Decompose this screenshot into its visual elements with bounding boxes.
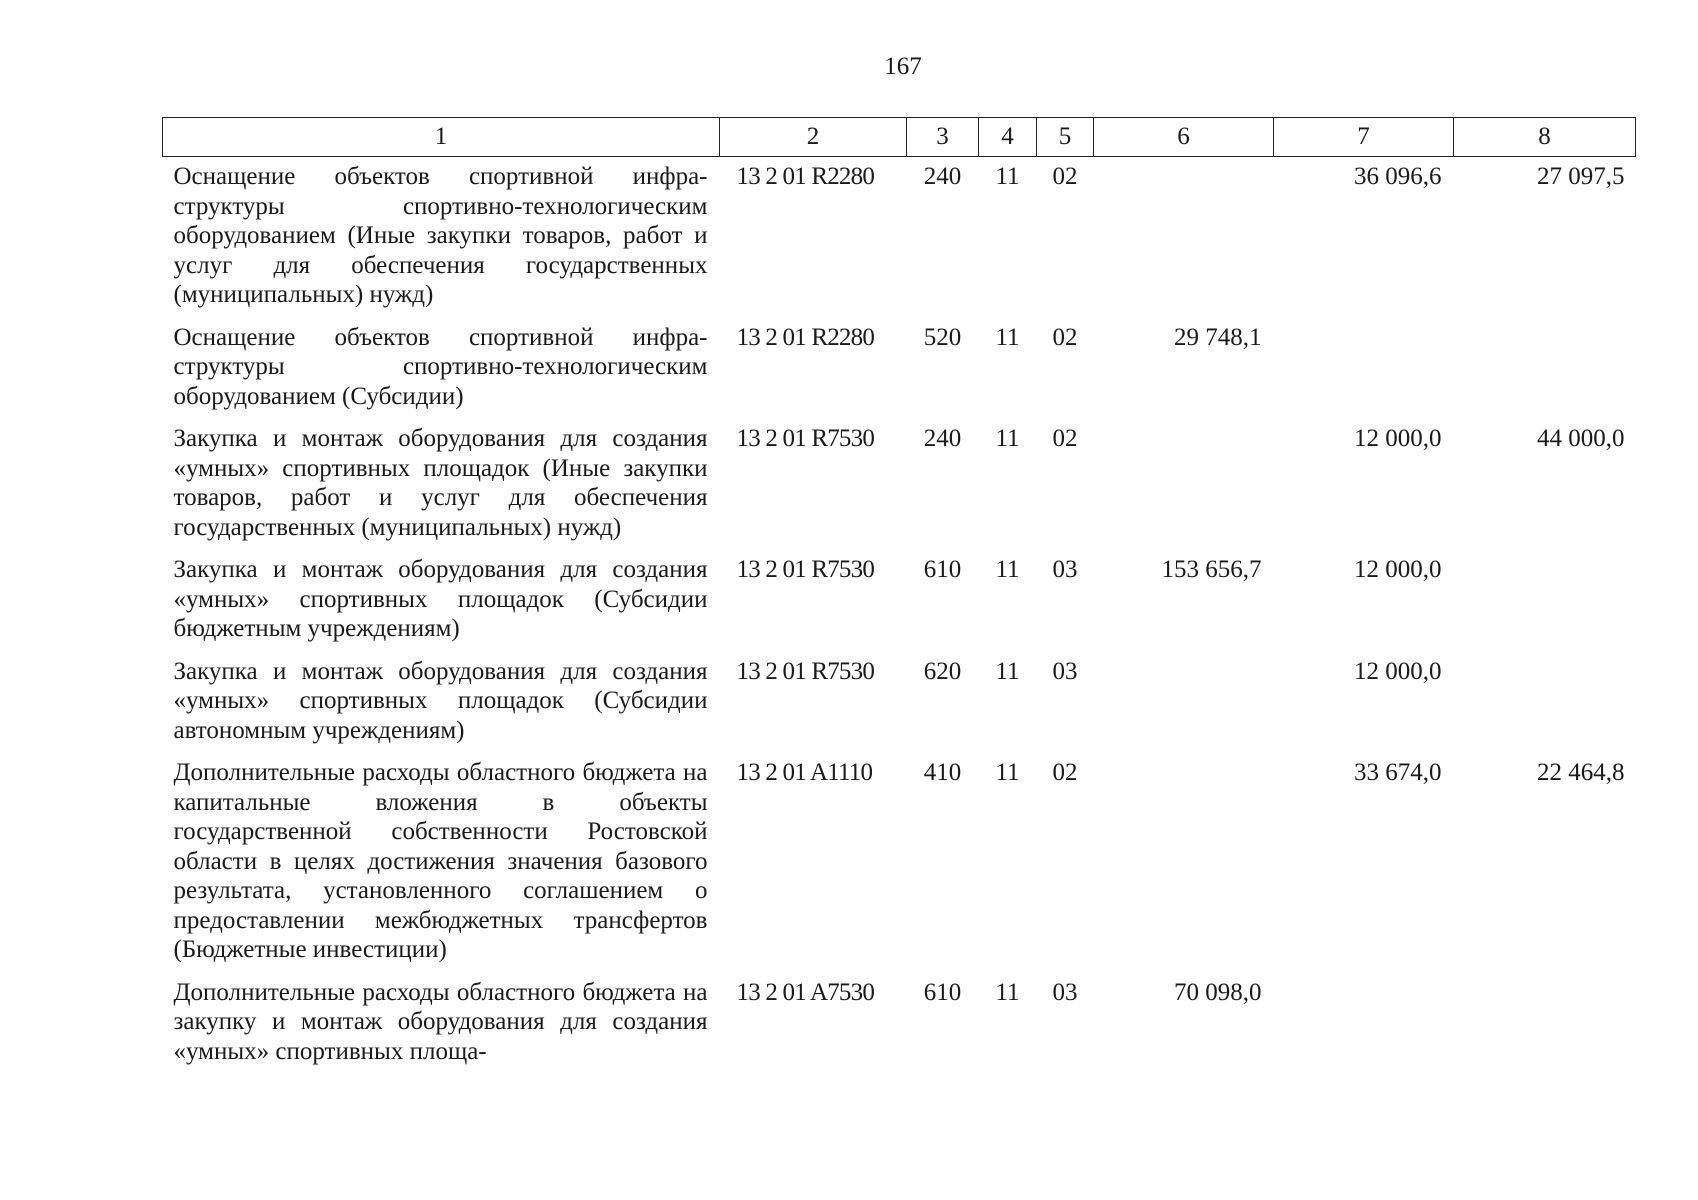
expense-name: Закупка и монтаж оборудования для создания «умных» спортивных площадок (Иные закупки товаров, работ и услуг для обеспечения государственных (муниципальных) нужд): [173, 425, 708, 541]
amount-col-6: [1094, 657, 1274, 759]
amount-col-6: 153 656,7: [1161, 556, 1262, 583]
amount-col-8: 22 464,8: [1537, 759, 1625, 786]
amount-col-7: [1274, 323, 1454, 425]
amount-col-8: [1454, 657, 1636, 759]
table-body: [163, 157, 1636, 1080]
amount-col-8: [1454, 555, 1636, 657]
target-article-code: 13 2 01 R7530: [736, 425, 875, 452]
table-row: [163, 978, 1636, 1080]
amount-col-7: 36 096,6: [1354, 163, 1442, 190]
subsection-code: 02: [1052, 425, 1078, 452]
target-article-code: 13 2 01 R7530: [736, 556, 875, 583]
header-col-3: 3: [907, 118, 979, 157]
subsection-code: 02: [1052, 759, 1078, 786]
header-col-6: 6: [1094, 118, 1274, 157]
table-row: [163, 555, 1636, 657]
amount-col-6: 29 748,1: [1174, 323, 1262, 351]
target-article-code: 13 2 01 A7530: [736, 978, 875, 1006]
header-col-4: 4: [979, 118, 1037, 157]
expense-name: Закупка и монтаж оборудования для создания «умных» спортивных площадок (Субсидии автономным учреждениям): [173, 657, 708, 744]
amount-col-8: 44 000,0: [1537, 425, 1625, 452]
budget-table: [162, 117, 1636, 1079]
amount-col-7: [1274, 978, 1454, 1080]
header-col-7: 7: [1274, 118, 1454, 157]
header-col-2: 2: [720, 118, 907, 157]
expense-type-code: 610: [923, 556, 962, 583]
amount-col-8: [1454, 323, 1636, 425]
header-row: [163, 118, 1636, 157]
table-row: [163, 657, 1636, 759]
header-col-5: 5: [1037, 118, 1094, 157]
expense-type-code: 520: [923, 323, 962, 351]
expense-type-code: 410: [923, 759, 962, 786]
expense-name: Оснащение объектов спортивной инфраструктуры спортивно-технологическим оборудованием (Субсидии): [173, 323, 708, 410]
amount-col-7: 12 000,0: [1354, 425, 1442, 452]
amount-col-6: [1094, 758, 1274, 978]
target-article-code: 13 2 01 R2280: [736, 323, 875, 351]
expense-type-code: 610: [923, 978, 962, 1006]
subsection-code: 03: [1052, 657, 1078, 685]
amount-col-6: [1094, 157, 1274, 323]
section-code: 11: [995, 556, 1020, 583]
expense-name: Дополнительные расходы областного бюджета на капитальные вложения в объекты государственной собственности Ростовской области в целях достижения значения базового результата, установленного соглашением о предоставлении межбюджетных трансфертов (Бюджетные инвестиции): [173, 759, 708, 963]
section-code: 11: [995, 978, 1020, 1006]
expense-name: Закупка и монтаж оборудования для создания «умных» спортивных площадок (Субсидии бюджетным учреждениям): [173, 556, 708, 642]
amount-col-6: 70 098,0: [1174, 978, 1262, 1006]
section-code: 11: [995, 425, 1020, 452]
table-row: [163, 758, 1636, 978]
amount-col-7: 12 000,0: [1354, 556, 1442, 583]
amount-col-7: 12 000,0: [1354, 657, 1442, 685]
expense-type-code: 620: [923, 657, 962, 685]
subsection-code: 02: [1052, 323, 1078, 351]
section-code: 11: [995, 163, 1020, 190]
header-col-1: 1: [163, 118, 720, 157]
amount-col-7: 33 674,0: [1354, 759, 1442, 786]
subsection-code: 03: [1052, 556, 1078, 583]
section-code: 11: [995, 759, 1020, 786]
table-row: [163, 424, 1636, 555]
expense-name: Оснащение объектов спортивной инфраструктуры спортивно-технологическим оборудованием (Иные закупки товаров, работ и услуг для обеспечения государственных (муниципальных) нужд): [173, 163, 708, 308]
section-code: 11: [995, 657, 1020, 685]
header-col-8: 8: [1454, 118, 1636, 157]
section-code: 11: [995, 323, 1020, 351]
table-header: [163, 118, 1636, 157]
subsection-code: 02: [1052, 163, 1078, 190]
amount-col-8: 27 097,5: [1537, 163, 1625, 190]
expense-type-code: 240: [923, 163, 962, 190]
table-row: [163, 323, 1636, 425]
page-number: 167: [884, 53, 922, 80]
amount-col-8: [1454, 978, 1636, 1080]
table-row: [163, 157, 1636, 323]
subsection-code: 03: [1052, 978, 1078, 1006]
target-article-code: 13 2 01 A1110: [736, 759, 873, 786]
target-article-code: 13 2 01 R7530: [736, 657, 875, 685]
expense-type-code: 240: [923, 425, 962, 452]
amount-col-6: [1094, 424, 1274, 555]
expense-name: Дополнительные расходы областного бюджета на закупку и монтаж оборудования для создания «умных» спортивных площа-: [173, 978, 708, 1065]
target-article-code: 13 2 01 R2280: [736, 163, 875, 190]
